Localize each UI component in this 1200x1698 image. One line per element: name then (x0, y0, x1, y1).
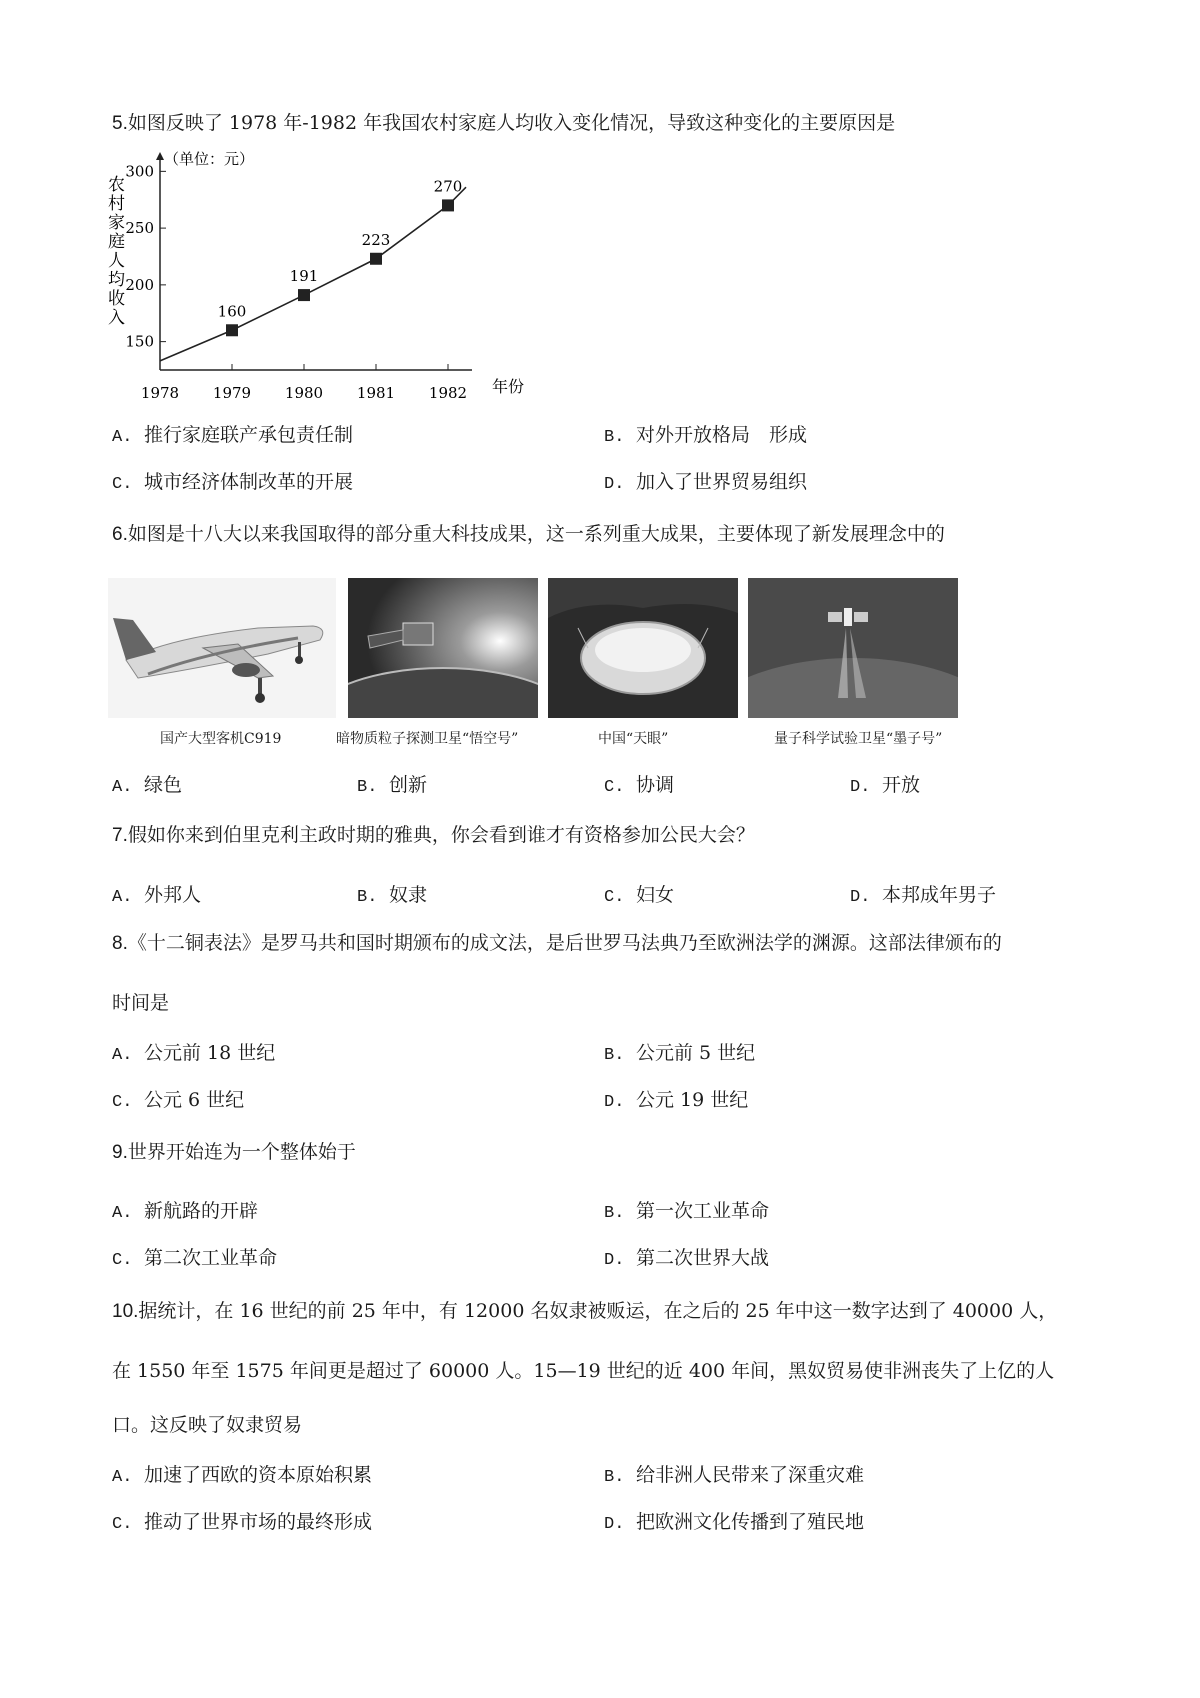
y-axis-label-char: 庭 (108, 232, 125, 252)
y-axis-label-char: 人 (108, 251, 125, 271)
q6-option-a[interactable]: A. 绿色 (112, 774, 183, 797)
q8-stem (112, 932, 1102, 956)
unit-label: （单位：元） (164, 150, 255, 168)
q10-text-line3: 口。这反映了奴隶贸易 (112, 1414, 303, 1436)
wukong-caption: 暗物质粒子探测卫星“悟空号” (336, 731, 519, 747)
q5-number: 5. (112, 113, 128, 134)
q8-option-c[interactable]: C. 公元 6 世纪 (112, 1089, 245, 1112)
income-line-chart (100, 150, 560, 410)
x-tick-label-1978: 1978 (140, 384, 180, 402)
y-tick-label-150: 150 (125, 332, 154, 351)
q9-option-d[interactable]: D. 第二次世界大战 (604, 1247, 770, 1270)
y-axis-label-char: 农 (108, 175, 125, 195)
y-axis-label-char: 均 (108, 270, 125, 290)
q10-option-a[interactable]: A. 加速了西欧的资本原始积累 (112, 1464, 373, 1487)
micius-satellite-image (748, 578, 958, 718)
q5-option-c[interactable]: C. 城市经济体制改革的开展 (112, 471, 354, 494)
x-axis-label: 年份 (492, 377, 525, 396)
y-tick-label-200: 200 (125, 275, 154, 294)
q6-option-c[interactable]: C. 协调 (604, 774, 675, 797)
y-axis-label-char: 入 (108, 308, 125, 328)
y-axis-label-char: 家 (108, 213, 125, 233)
q5-option-d[interactable]: D. 加入了世界贸易组织 (604, 471, 808, 494)
q6-text: 如图是十八大以来我国取得的部分重大科技成果，这一系列重大成果，主要体现了新发展理念中的 (127, 523, 945, 545)
wukong-satellite-image (348, 578, 538, 718)
q10-text: 据统计，在 16 世纪的前 25 年中，有 12000 名奴隶被贩运，在之后的 25 年中这一数字达到了 40000 人， (138, 1300, 1058, 1322)
x-tick-label-1980: 1980 (284, 384, 324, 402)
q9-option-b[interactable]: B. 第一次工业革命 (604, 1200, 770, 1223)
y-tick-label-300: 300 (125, 162, 154, 181)
fast-telescope-image (548, 578, 738, 718)
data-point-1982 (442, 199, 454, 211)
data-label-1980: 191 (289, 267, 319, 286)
q8-number: 8. (112, 933, 128, 954)
q7-option-c[interactable]: C. 妇女 (604, 884, 675, 907)
micius-caption: 量子科学试验卫星“墨子号” (774, 731, 943, 747)
q9-option-a[interactable]: A. 新航路的开辟 (112, 1200, 259, 1223)
q10-option-d[interactable]: D. 把欧洲文化传播到了殖民地 (604, 1511, 865, 1534)
q10-number: 10. (112, 1301, 139, 1322)
q6-option-d[interactable]: D. 开放 (850, 774, 921, 797)
q10-stem (112, 1300, 1102, 1324)
y-axis-arrow (156, 152, 164, 160)
y-axis-label-char: 村 (108, 194, 125, 214)
y-tick-label-250: 250 (125, 219, 154, 238)
x-tick-label-1981: 1981 (356, 384, 396, 402)
q7-number: 7. (112, 825, 128, 846)
q8-text-line2: 时间是 (112, 992, 170, 1014)
q9-text: 世界开始连为一个整体始于 (127, 1141, 356, 1163)
q5-option-b[interactable]: B. 对外开放格局 形成 (604, 424, 808, 447)
q8-option-d[interactable]: D. 公元 19 世纪 (604, 1089, 749, 1112)
x-tick-label-1982: 1982 (428, 384, 468, 402)
q7-option-d[interactable]: D. 本邦成年男子 (850, 884, 997, 907)
q10-text-line2: 在 1550 年至 1575 年间更是超过了 60000 人。15—19 世纪的近 400 年间，黑奴贸易使非洲丧失了上亿的人 (112, 1360, 1055, 1382)
q8-option-a[interactable]: A. 公元前 18 世纪 (112, 1042, 276, 1065)
fast-caption: 中国“天眼” (598, 731, 669, 747)
x-tick-label-1979: 1979 (212, 384, 252, 402)
data-point-1981 (370, 253, 382, 265)
data-point-1979 (226, 324, 238, 336)
q5-stem (112, 112, 1102, 136)
q6-number: 6. (112, 524, 128, 545)
q7-option-b[interactable]: B. 奴隶 (357, 884, 428, 907)
data-label-1982: 270 (433, 177, 463, 196)
q7-option-a[interactable]: A. 外邦人 (112, 884, 202, 907)
q7-stem (112, 824, 1102, 848)
q5-text: 如图反映了 1978 年-1982 年我国农村家庭人均收入变化情况，导致这种变化的主要原因是 (127, 112, 896, 134)
q10-option-b[interactable]: B. 给非洲人民带来了深重灾难 (604, 1464, 865, 1487)
c919-airliner-image (108, 578, 336, 718)
q8-option-b[interactable]: B. 公元前 5 世纪 (604, 1042, 756, 1065)
q6-stem (112, 523, 1102, 547)
data-point-1980 (298, 289, 310, 301)
data-label-1979: 160 (217, 302, 247, 321)
c919-caption: 国产大型客机C919 (160, 731, 282, 747)
q7-text: 假如你来到伯里克利主政时期的雅典，你会看到谁才有资格参加公民大会？ (127, 824, 755, 846)
y-axis-label-char: 收 (108, 289, 125, 309)
q6-option-b[interactable]: B. 创新 (357, 774, 428, 797)
q9-number: 9. (112, 1142, 128, 1163)
q9-stem (112, 1141, 1102, 1165)
data-label-1981: 223 (361, 230, 391, 249)
q5-option-a[interactable]: A. 推行家庭联产承包责任制 (112, 424, 354, 447)
q9-option-c[interactable]: C. 第二次工业革命 (112, 1247, 278, 1270)
q10-option-c[interactable]: C. 推动了世界市场的最终形成 (112, 1511, 373, 1534)
q8-text: 《十二铜表法》是罗马共和国时期颁布的成文法，是后世罗马法典乃至欧洲法学的渊源。这部法律颁布的 (127, 932, 1002, 954)
